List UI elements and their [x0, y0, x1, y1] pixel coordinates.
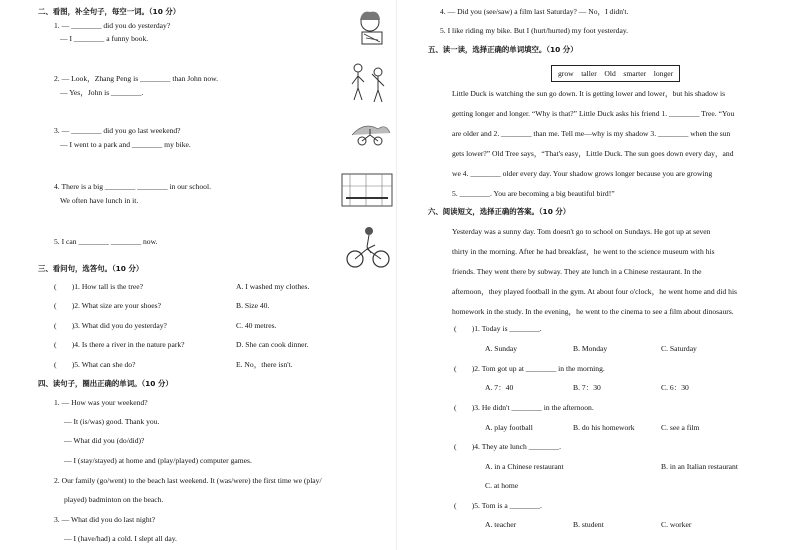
match-q2: ( )2. What size are your shoes?	[54, 301, 161, 310]
dining-hall-picture	[340, 168, 394, 208]
match-q3: ( )3. What did you do yesterday?	[54, 321, 167, 330]
circle-q1-line-c: — What did you (do/did)?	[64, 436, 145, 445]
choice-q3-b: B. do his homework	[573, 423, 635, 432]
choice-q4-a: A. in a Chinese restaurant	[485, 462, 564, 471]
passage-5-line-5: we 4. ________ older every day. Your shadow grows longer because you are growing	[452, 169, 713, 178]
match-a: A. I washed my clothes.	[236, 282, 310, 291]
passage-6-line-4: afternoon，they played football in the gym. At about four o'clock，he went home and did his	[452, 287, 738, 296]
choice-q5-c: C. worker	[661, 520, 692, 529]
q4-line-b: We often have lunch in it.	[60, 196, 139, 205]
choice-q1-b: B. Monday	[573, 344, 608, 353]
choice-q2-a: A. 7：40	[485, 383, 514, 392]
choice-q3-c: C. see a film	[661, 423, 700, 432]
q3-line-b: — I went to a park and ________ my bike.	[60, 140, 191, 149]
circle-q1-line-b: — It (is/was) good. Thank you.	[64, 417, 160, 426]
section-2-title: 二、看图，补全句子，每空一词。（10 分）	[38, 7, 181, 16]
circle-q3-line-b: — I (have/had) a cold. I slept all day.	[64, 534, 177, 543]
passage-5-line-6: 5. ________. You are becoming a big beautiful bird!”	[452, 189, 615, 198]
passage-5-line-3: are older and 2. ________ than me. Tell me—why is my shadow 3. ________ when the sun	[452, 129, 731, 138]
circle-q2-line-b: played) badminton on the beach.	[64, 495, 164, 504]
boy-riding-bike-picture	[345, 225, 391, 269]
circle-q3-line-a: 3. — What did you do last night?	[54, 515, 156, 524]
page-divider	[396, 0, 397, 550]
match-q4: ( )4. Is there a river in the nature park?	[54, 340, 185, 349]
passage-5-line-2: getting longer and longer. “Why is that?” Little Duck asks his friend 1. ________ Tree. “You	[452, 109, 735, 118]
section-5-title: 五、读一读，选择正确的单词填空。（10 分）	[428, 45, 578, 54]
q1-line-b: — I ________ a funny book.	[60, 34, 149, 43]
two-boys-picture	[346, 62, 392, 104]
choice-q4: ( )4. They ate lunch ________.	[454, 442, 561, 451]
choice-q2-c: C. 6：30	[661, 383, 689, 392]
choice-q5: ( )5. Tom is a ________.	[454, 501, 542, 510]
park-bike-picture	[350, 115, 392, 147]
circle-q4: 4. — Did you (see/saw) a film last Saturday? — No，I didn't.	[440, 7, 629, 16]
q3-line-a: 3. — ________ did you go last weekend?	[54, 126, 181, 135]
q2-line-a: 2. — Look，Zhang Peng is ________ than John now.	[54, 74, 219, 83]
choice-q5-b: B. student	[573, 520, 604, 529]
section-6-title: 六、阅读短文，选择正确的答案。（10 分）	[428, 207, 571, 216]
choice-q3-a: A. play football	[485, 423, 533, 432]
match-q1: ( )1. How tall is the tree?	[54, 282, 143, 291]
choice-q2-b: B. 7：30	[573, 383, 601, 392]
section-3-title: 三、看问句，选答句。（10 分）	[38, 264, 144, 273]
q1-line-a: 1. — ________ did you do yesterday?	[54, 21, 171, 30]
word-bank-box: grow taller Old smarter longer	[551, 65, 680, 82]
passage-5-line-4: gets lower?” Old Tree says，“That's easy，Little Duck. The sun goes down every day，and	[452, 149, 734, 158]
choice-q1-a: A. Sunday	[485, 344, 518, 353]
girl-reading-picture	[352, 10, 392, 48]
choice-q4-c: C. at home	[485, 481, 519, 490]
q5-line: 5. I can ________ ________ now.	[54, 237, 158, 246]
choice-q1: ( )1. Today is ________.	[454, 324, 542, 333]
circle-q2-line-a: 2. Our family (go/went) to the beach last weekend. It (was/were) the first time we (play/	[54, 476, 322, 485]
match-c: C. 40 metres.	[236, 321, 277, 330]
match-b: B. Size 40.	[236, 301, 270, 310]
passage-6-line-2: thirty in the morning. After he had breakfast，he went to the science museum with his	[452, 247, 715, 256]
match-d: D. She can cook dinner.	[236, 340, 309, 349]
match-e: E. No，there isn't.	[236, 360, 293, 369]
choice-q4-b: B. in an Italian restaurant	[661, 462, 738, 471]
circle-q5: 5. I like riding my bike. But I (hurt/hurted) my foot yesterday.	[440, 26, 629, 35]
q4-line-a: 4. There is a big ________ ________ in our school.	[54, 182, 211, 191]
passage-5-line-1: Little Duck is watching the sun go down. It is getting lower and lower，but his shadow is	[452, 89, 726, 98]
choice-q2: ( )2. Tom got up at ________ in the morning.	[454, 364, 605, 373]
q2-line-b: — Yes，John is ________.	[60, 88, 144, 97]
choice-q3: ( )3. He didn't ________ in the afternoon.	[454, 403, 594, 412]
choice-q5-a: A. teacher	[485, 520, 517, 529]
section-4-title: 四、读句子，圈出正确的单词。（10 分）	[38, 379, 173, 388]
match-q5: ( )5. What can she do?	[54, 360, 136, 369]
passage-6-line-1: Yesterday was a sunny day. Tom doesn't go to school on Sundays. He got up at seven	[452, 227, 711, 236]
passage-6-line-5: homework in the study. In the evening，he went to the cinema to see a film about dinosaurs.	[452, 307, 734, 316]
circle-q1-line-a: 1. — How was your weekend?	[54, 398, 148, 407]
passage-6-line-3: friends. They went there by subway. They ate lunch in a Chinese restaurant. In the	[452, 267, 702, 276]
circle-q1-line-d: — I (stay/stayed) at home and (play/played) computer games.	[64, 456, 252, 465]
choice-q1-c: C. Saturday	[661, 344, 697, 353]
